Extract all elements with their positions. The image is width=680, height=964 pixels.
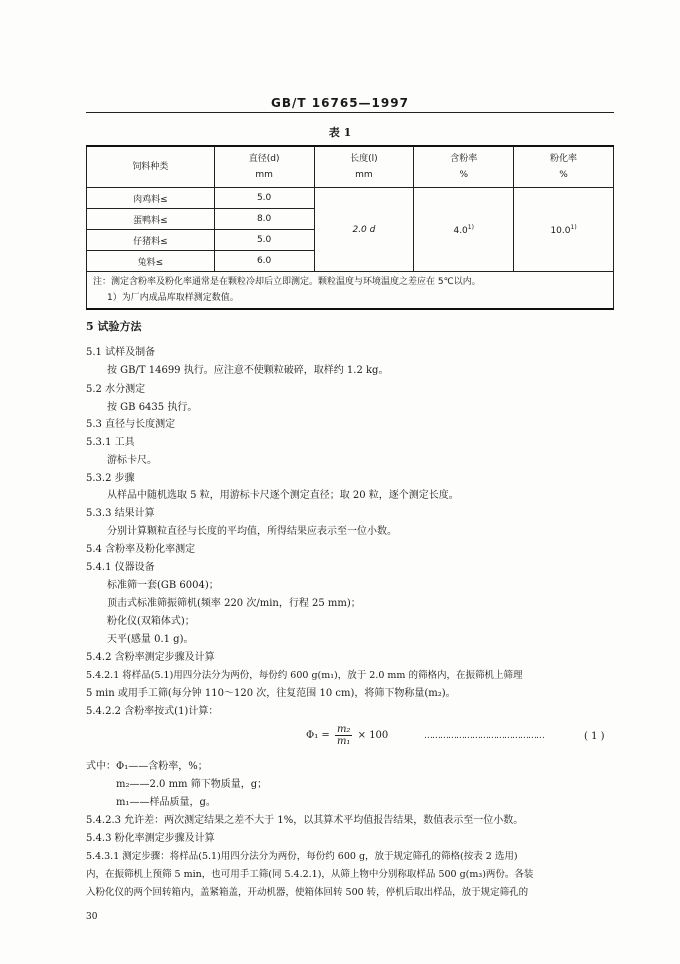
- col-header-type: 饲料种类: [87, 146, 215, 188]
- page-number: 30: [86, 912, 98, 922]
- table-caption: 表 1: [328, 126, 352, 139]
- formula-rhs: × 100: [357, 730, 389, 741]
- cell-type: 仔猪料≤: [87, 230, 215, 251]
- standard-code-header: GB/T 16765—1997: [271, 96, 409, 110]
- formula-numerator: m₂: [336, 724, 351, 735]
- table-row: [87, 188, 614, 209]
- section-5-1-text: 按 GB/T 14699 执行。应注意不使颗粒破碎，取样约 1.2 kg。: [107, 365, 389, 376]
- col-header-pulverization-rate: 粉化率 %: [514, 146, 614, 188]
- spec-table: [86, 145, 614, 310]
- table-note-main: 注：测定含粉率及粉化率通常是在颗粒冷却后立即测定。颗粒温度与环境温度之差应在 5℃以内。: [93, 277, 481, 287]
- section-5-3-1-heading: 5.3.1 工具: [86, 437, 135, 448]
- formula-number: ( 1 ): [584, 731, 605, 742]
- legend-intro: 式中：: [86, 761, 116, 772]
- cell-type: 蛋鸭料≤: [87, 209, 215, 230]
- col-header-length: 长度(l) mm: [314, 146, 414, 188]
- legend-item: m₂——2.0 mm 筛下物质量，g；: [116, 779, 268, 790]
- cell-type: 肉鸡料≤: [87, 188, 215, 209]
- section-5-4-2-1-line2: 5 min 或用手工筛(每分钟 110～120 次，往复范围 10 cm)，将筛下物称量(m₂)。: [86, 688, 456, 699]
- cell-powder-rate-merged: 4.0$^{1)}$: [414, 188, 514, 272]
- table-header-row: [87, 146, 614, 188]
- col-header-powder-rate: 含粉率 %: [414, 146, 514, 188]
- section-5-4-2-3: 5.4.2.3 允许差：两次测定结果之差不大于 1%，以其算术平均值报告结果，数值表示至一位小数。: [86, 815, 524, 826]
- equipment-item: 顶击式标准筛振筛机(频率 220 次/min，行程 25 mm)；: [107, 598, 361, 609]
- cell-diameter: 5.0: [214, 188, 314, 209]
- formula-1: [306, 724, 388, 747]
- formula-fraction: [335, 724, 353, 747]
- cell-type: 兔料≤: [87, 251, 215, 272]
- section-5-3-3-heading: 5.3.3 结果计算: [86, 508, 155, 519]
- section-5-4-3-heading: 5.4.3 粉化率测定步骤及计算: [86, 833, 215, 844]
- section-5-2-text: 按 GB 6435 执行。: [107, 402, 198, 413]
- cell-diameter: 8.0: [214, 209, 314, 230]
- table-note-footnote: 1）为厂内成品库取样测定数值。: [107, 293, 239, 303]
- section-5-4-2-heading: 5.4.2 含粉率测定步骤及计算: [86, 652, 215, 663]
- table-notes: [87, 272, 614, 310]
- section-5-4-2-1-line1: 5.4.2.1 将样品(5.1)用四分法分为两份，每份约 600 g(m₁)，放于 2.0 mm 的筛格内，在振筛机上筛理: [86, 670, 523, 681]
- section-5-3-2-text: 从样品中随机选取 5 粒，用游标卡尺逐个测定直径；取 20 粒，逐个测定长度。: [107, 490, 459, 501]
- equipment-item: 粉化仪(双箱体式)；: [107, 616, 195, 627]
- section-5-4-3-1-line2: 内，在振筛机上预筛 5 min，也可用手工筛(同 5.4.2.1)，从筛上物中分别称取样品 500 g(m₃)两份。各装: [86, 869, 534, 880]
- section-5-3-2-heading: 5.3.2 步骤: [86, 473, 135, 484]
- header-rule: [86, 112, 614, 113]
- cell-pulverization-rate-merged: 10.0$^{1)}$: [514, 188, 614, 272]
- equipment-item: 标准筛一套(GB 6004)；: [107, 580, 219, 591]
- formula-lhs: Φ₁ =: [306, 730, 330, 741]
- legend-item: m₁——样品质量，g。: [116, 797, 216, 808]
- section-5-4-3-1-line3: 入粉化仪的两个回转箱内，盖紧箱盖，开动机器，使箱体回转 500 转，停机后取出样品，放于规定筛孔的: [86, 887, 529, 898]
- section-5-heading: 5 试验方法: [86, 320, 142, 333]
- cell-diameter: 5.0: [214, 230, 314, 251]
- formula-leader: ………………………………………: [424, 731, 544, 741]
- section-5-3-heading: 5.3 直径与长度测定: [86, 419, 176, 430]
- section-5-3-1-text: 游标卡尺。: [107, 455, 157, 466]
- section-5-1-heading: 5.1 试样及制备: [86, 347, 156, 358]
- legend-item: Φ₁——含粉率，%；: [116, 761, 208, 772]
- equipment-item: 天平(感量 0.1 g)。: [107, 634, 194, 645]
- formula-denominator: m₁: [336, 736, 351, 747]
- col-header-diameter: 直径(d) mm: [214, 146, 314, 188]
- section-5-4-2-2: 5.4.2.2 含粉率按式(1)计算：: [86, 706, 219, 717]
- section-5-2-heading: 5.2 水分测定: [86, 384, 146, 395]
- section-5-4-heading: 5.4 含粉率及粉化率测定: [86, 544, 196, 555]
- cell-diameter: 6.0: [214, 251, 314, 272]
- section-5-4-3-1-line1: 5.4.3.1 测定步骤：将样品(5.1)用四分法分为两份，每份约 600 g，放于规定筛孔的筛格(按表 2 选用): [86, 851, 518, 862]
- section-5-4-1-heading: 5.4.1 仪器设备: [86, 562, 155, 573]
- table-note-row: [87, 272, 614, 310]
- section-5-3-3-text: 分别计算颗粒直径与长度的平均值，所得结果应表示至一位小数。: [107, 526, 397, 537]
- cell-length-merged: 2.0 d: [314, 188, 414, 272]
